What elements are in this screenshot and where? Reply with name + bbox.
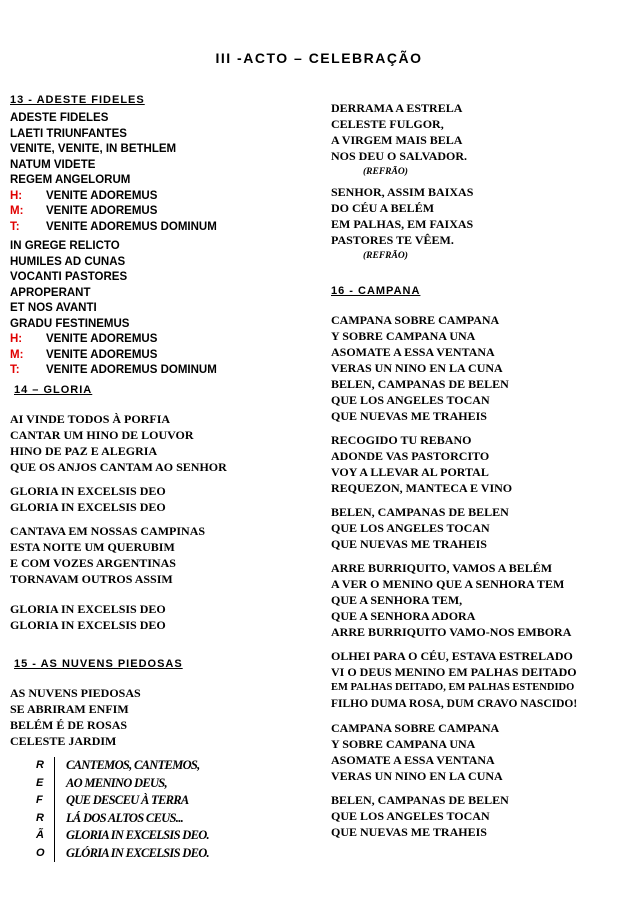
- lyric-line: CANTAR UM HINO DE LOUVOR: [10, 427, 194, 442]
- voice-label: H:: [10, 333, 23, 345]
- lyric-line: GLORIA IN EXCELSIS DEO: [10, 601, 166, 616]
- lyric-line: CELESTE JARDIM: [10, 733, 117, 748]
- lyric-line: PASTORES TE VÊEM.: [331, 233, 454, 247]
- campana-stanza-7: [331, 792, 631, 840]
- lyric-line: RECOGIDO TU REBANO: [331, 433, 472, 447]
- lyric-line: QUE LOS ANGELES TOCAN: [331, 393, 490, 407]
- lyric-line: VERAS UN NINO EN LA CUNA: [331, 361, 503, 375]
- lyric-line: FILHO DUMA ROSA, DUM CRAVO NASCIDO!: [331, 698, 578, 710]
- voice-label: T:: [10, 364, 20, 376]
- lyric-line: BELEN, CAMPANAS DE BELEN: [331, 505, 509, 519]
- right-column: [331, 100, 631, 840]
- lyric-line: QUE A SENHORA TEM,: [331, 593, 463, 607]
- lyric-line: DERRAMA A ESTRELA: [331, 101, 463, 115]
- campana-stanza-5: [331, 648, 631, 712]
- section-heading-adeste-fideles: 13 - ADESTE FIDELES: [10, 94, 145, 106]
- lyric-line: Y SOBRE CAMPANA UNA: [331, 737, 476, 751]
- nuvens-stanza-1: [10, 685, 310, 749]
- lyric-line: ARRE BURRIQUITO VAMO-NOS EMBORA: [331, 625, 572, 639]
- voice-line: [10, 348, 310, 364]
- gloria-refrain-2: [10, 601, 310, 633]
- lyric-line: QUE NUEVAS ME TRAHEIS: [331, 537, 487, 551]
- section-heading-campana: 16 - CAMPANA: [331, 285, 421, 297]
- lyric-line: CAMPANA SOBRE CAMPANA: [331, 313, 500, 327]
- lyric-line: QUE NUEVAS ME TRAHEIS: [331, 409, 487, 423]
- lyric-line: QUE DESCEU À TERRA: [66, 793, 189, 807]
- lyric-line: BELÉM É DE ROSAS: [10, 717, 128, 732]
- lyric-line: AS NUVENS PIEDOSAS: [10, 685, 141, 700]
- refrain-letter: E: [36, 776, 44, 789]
- refrain-letter: Ã: [36, 829, 44, 841]
- campana-stanza-4: [331, 560, 631, 640]
- refrao-marker: (REFRÃO): [363, 167, 408, 177]
- refrain-letter: O: [36, 846, 45, 859]
- lyric-line: ADESTE FIDELES: [10, 112, 109, 124]
- lyric-line: SE ABRIRAM ENFIM: [10, 701, 129, 716]
- lyric-line: AI VINDE TODOS À PORFIA: [10, 411, 171, 426]
- refrain-vertical-label: [36, 757, 55, 862]
- voice-line: [10, 220, 310, 236]
- lyric-line: EM PALHAS, EM FAIXAS: [331, 217, 474, 231]
- lyric-line: Y SOBRE CAMPANA UNA: [331, 329, 476, 343]
- lyric-line: LÁ DOS ALTOS CEUS...: [66, 810, 184, 825]
- lyric-line: QUE OS ANJOS CANTAM AO SENHOR: [10, 459, 227, 474]
- lyric-line: EM PALHAS DEITADO, EM PALHAS ESTENDIDO: [331, 682, 575, 693]
- voice-text: VENITE ADOREMUS: [46, 333, 158, 345]
- lyric-line: GLÓRIA IN EXCELSIS DEO.: [66, 845, 209, 860]
- refrao-marker: (REFRÃO): [363, 251, 408, 261]
- lyric-line: CANTAVA EM NOSSAS CAMPINAS: [10, 523, 206, 538]
- lyric-line: A VER O MENINO QUE A SENHORA TEM: [331, 577, 565, 591]
- gloria-stanza-2: [10, 523, 310, 587]
- page-title: III -ACTO – CELEBRAÇÃO: [215, 50, 423, 66]
- lyric-line: TORNAVAM OUTROS ASSIM: [10, 571, 173, 586]
- lyric-line: REQUEZON, MANTECA E VINO: [331, 481, 513, 495]
- lyric-line: HINO DE PAZ E ALEGRIA: [10, 443, 158, 458]
- lyric-line: ARRE BURRIQUITO, VAMOS A BELÉM: [331, 561, 553, 575]
- lyric-line: NOS DEU O SALVADOR.: [331, 149, 468, 163]
- lyric-line: NATUM VIDETE: [10, 158, 96, 171]
- adeste-stanza-1: [10, 111, 310, 235]
- lyric-line: E COM VOZES ARGENTINAS: [10, 555, 176, 570]
- lyric-line: GLORIA IN EXCELSIS DEO: [10, 499, 166, 514]
- lyric-line: GLORIA IN EXCELSIS DEO: [10, 617, 166, 632]
- lyric-line: LAETI TRIUNFANTES: [10, 127, 127, 140]
- section-heading-as-nuvens-piedosas: 15 - AS NUVENS PIEDOSAS: [14, 657, 183, 670]
- lyric-line: VOY A LLEVAR AL PORTAL: [331, 465, 489, 479]
- lyric-line: VI O DEUS MENINO EM PALHAS DEITADO: [331, 665, 577, 679]
- campana-stanza-2: [331, 432, 631, 496]
- lyric-line: CAMPANA SOBRE CAMPANA: [331, 721, 500, 735]
- refrain-block: [36, 757, 209, 862]
- voice-text: VENITE ADOREMUS DOMINUM: [46, 364, 217, 376]
- nuvens-stanza-2: [331, 100, 631, 164]
- lyric-line: GLORIA IN EXCELSIS DEO: [10, 483, 166, 498]
- adeste-stanza-2: [10, 239, 310, 379]
- lyric-line: DO CÉU A BELÉM: [331, 201, 435, 215]
- lyric-line: AO MENINO DEUS,: [66, 775, 167, 790]
- lyric-line: GLORIA IN EXCELSIS DEO.: [66, 828, 209, 842]
- voice-line: [10, 363, 310, 379]
- lyric-line: VENITE, VENITE, IN BETHLEM: [10, 143, 177, 155]
- voice-text: VENITE ADOREMUS DOMINUM: [46, 220, 217, 233]
- lyric-line: ASOMATE A ESSA VENTANA: [331, 345, 495, 359]
- nuvens-stanza-3: [331, 184, 631, 248]
- lyric-line: VOCANTI PASTORES: [10, 271, 128, 283]
- voice-line: [10, 332, 310, 348]
- lyric-line: QUE A SENHORA ADORA: [331, 609, 476, 623]
- voice-line: [10, 204, 310, 220]
- gloria-refrain-1: [10, 483, 310, 515]
- campana-stanza-6: [331, 720, 631, 784]
- lyric-line: OLHEI PARA O CÉU, ESTAVA ESTRELADO: [331, 649, 573, 663]
- refrain-lyrics: [55, 757, 209, 862]
- lyric-line: REGEM ANGELORUM: [10, 174, 131, 186]
- left-column: [10, 93, 310, 749]
- lyric-line: A VIRGEM MAIS BELA: [331, 133, 463, 147]
- voice-label: H:: [10, 189, 23, 202]
- lyric-line: BELEN, CAMPANAS DE BELEN: [331, 377, 509, 391]
- lyric-line: IN GREGE RELICTO: [10, 240, 120, 252]
- voice-line: [10, 189, 310, 205]
- lyric-line: HUMILES AD CUNAS: [10, 255, 126, 268]
- lyric-line: ADONDE VAS PASTORCITO: [331, 449, 490, 463]
- lyric-line: VERAS UN NINO EN LA CUNA: [331, 769, 503, 783]
- lyric-line: BELEN, CAMPANAS DE BELEN: [331, 793, 509, 807]
- lyric-line: ESTA NOITE UM QUERUBIM: [10, 539, 175, 554]
- campana-stanza-1: [331, 312, 631, 424]
- lyric-line: QUE LOS ANGELES TOCAN: [331, 809, 490, 823]
- voice-text: VENITE ADOREMUS: [46, 205, 158, 217]
- gloria-stanza-1: [10, 411, 310, 475]
- lyric-line: ET NOS AVANTI: [10, 302, 97, 314]
- lyric-line: QUE LOS ANGELES TOCAN: [331, 521, 490, 535]
- voice-text: VENITE ADOREMUS: [46, 348, 158, 361]
- campana-stanza-3: [331, 504, 631, 552]
- lyric-line: QUE NUEVAS ME TRAHEIS: [331, 825, 487, 839]
- section-heading-gloria: 14 – GLORIA: [14, 383, 93, 396]
- lyric-line: ASOMATE A ESSA VENTANA: [331, 753, 495, 767]
- voice-label: M:: [10, 205, 24, 217]
- refrain-letter: R: [36, 759, 44, 771]
- voice-label: T:: [10, 220, 20, 233]
- voice-text: VENITE ADOREMUS: [46, 189, 158, 202]
- lyric-line: CANTEMOS, CANTEMOS,: [66, 758, 200, 772]
- voice-label: M:: [10, 348, 24, 361]
- lyric-line: CELESTE FULGOR,: [331, 117, 444, 131]
- refrain-letter: F: [36, 794, 43, 806]
- refrain-letter: R: [36, 811, 44, 824]
- lyric-line: SENHOR, ASSIM BAIXAS: [331, 185, 474, 199]
- lyric-line: APROPERANT: [10, 286, 91, 299]
- lyric-line: GRADU FESTINEMUS: [10, 317, 130, 330]
